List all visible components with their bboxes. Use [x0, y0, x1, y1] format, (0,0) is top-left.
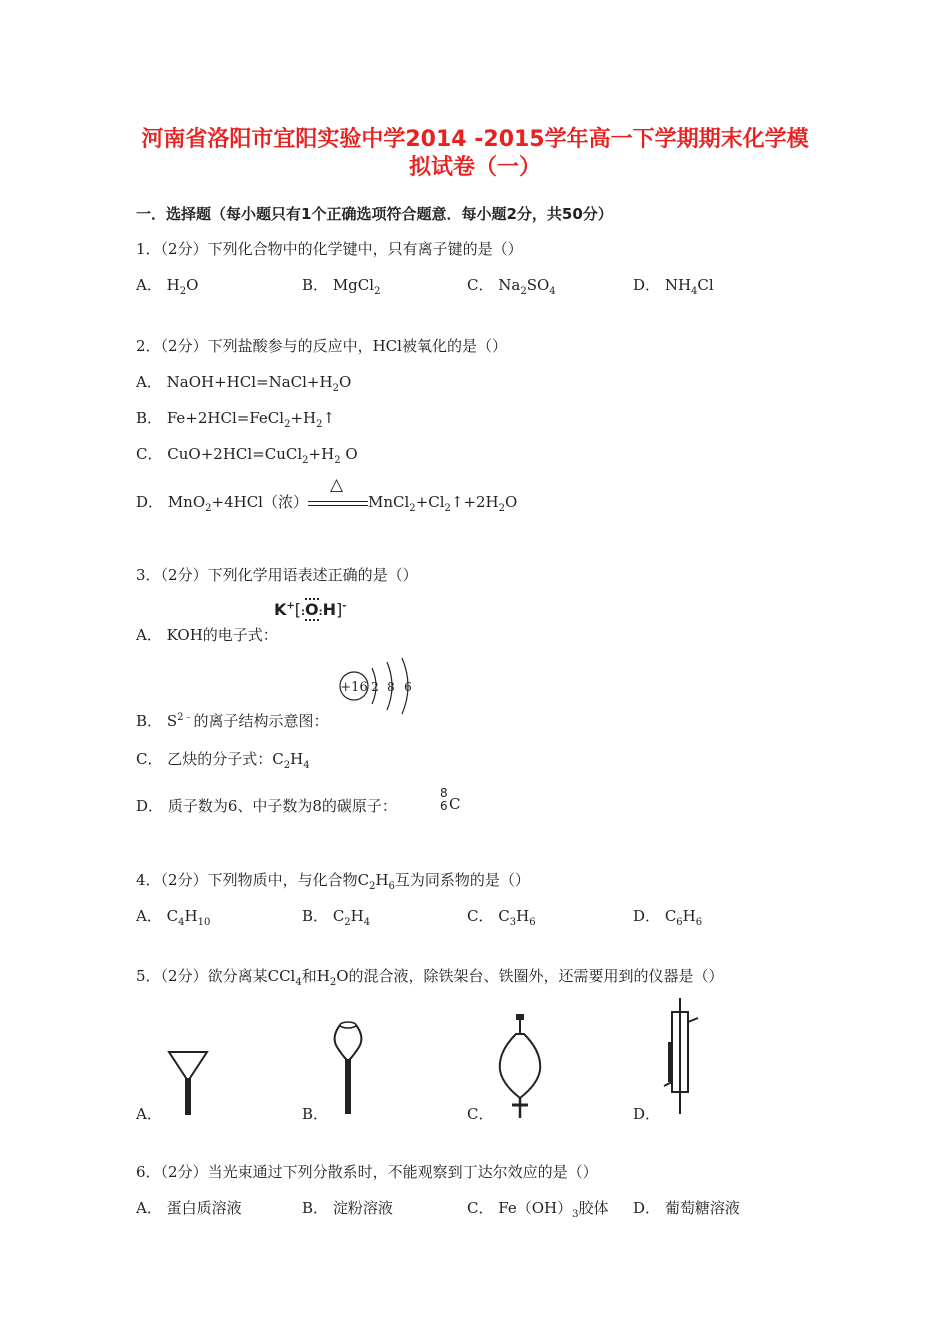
question-2-stem: 2．（2分）下列盐酸参与的反应中，HCl被氧化的是（）	[136, 337, 507, 355]
svg-text:2: 2	[371, 680, 379, 694]
q3-option-a: A． KOH的电子式：	[136, 626, 278, 644]
q5-option-d: D．	[633, 1105, 661, 1123]
condenser-icon	[660, 998, 700, 1116]
question-1-stem: 1．（2分）下列化合物中的化学键中，只有离子键的是（）	[136, 240, 523, 258]
svg-text:8: 8	[387, 680, 395, 694]
page-title-line2: 拟试卷（一）	[408, 155, 541, 180]
q2-option-a: A． $NaOH+HCl=NaCl+H_2O$	[136, 373, 352, 394]
heat-symbol: △	[329, 475, 344, 495]
q6-option-c: C． $Fe(OH)_3$胶体	[467, 1199, 609, 1220]
q2-option-d: D． MnO$_2$+4HCl（浓） △ $MnCl_2+Cl_2↑+2H_2O$	[136, 475, 518, 514]
q6-option-b: B． 淀粉溶液	[302, 1199, 393, 1217]
funnel-icon	[166, 1048, 210, 1118]
q6-option-d: D． 葡萄糖溶液	[633, 1199, 740, 1217]
bulb-funnel-icon	[328, 1015, 368, 1117]
q3-option-d: D． 质子数为6、中子数为8的碳原子：	[136, 797, 397, 815]
q4-option-c: C． $C_3H_6$	[467, 907, 536, 928]
q1-option-b: B． MgCl$_2$	[302, 276, 381, 297]
q1-option-d: D． $NH_4Cl$	[633, 276, 714, 297]
section-heading: 一．选择题（每小题只有1个正确选项符合题意．每小题2分，共50分）	[136, 205, 613, 223]
q6-option-a: A． 蛋白质溶液	[136, 1199, 242, 1217]
separatory-funnel-icon	[494, 1012, 548, 1120]
q3-option-c: C． 乙炔的分子式：$C_2H_4$	[136, 750, 310, 771]
q5-option-b: B．	[302, 1105, 329, 1123]
q4-option-b: B． $C_2H_4$	[302, 907, 371, 928]
q3-option-b: B． $S^{2﹣}$的离子结构示意图：	[136, 712, 329, 730]
carbon-isotope-symbol: C	[449, 795, 461, 813]
question-3-stem: 3．（2分）下列化学用语表述正确的是（）	[136, 566, 418, 584]
question-5-stem: 5．（2分）欲分离某CCl$_4$和$H_2O$的混合液，除铁架台、铁圈外，还需要用到的仪器是（）	[136, 967, 724, 988]
q4-option-a: A． $C_4H_{10}$	[136, 907, 211, 928]
question-4-stem: 4．（2分）下列物质中，与化合物$C_2H_6$互为同系物的是（）	[136, 871, 530, 892]
koh-electron-formula: K+[:O:H]-	[274, 600, 347, 619]
q5-option-c: C．	[467, 1105, 494, 1123]
q1-option-c: C． $Na_2SO_4$	[467, 276, 556, 297]
q4-option-d: D． $C_6H_6$	[633, 907, 703, 928]
svg-text:+16: +16	[340, 680, 368, 695]
page-title-line1: 河南省洛阳市宜阳实验中学2014 -2015学年高一下学期期末化学模	[141, 127, 809, 152]
q1-option-a: A． $H_2O$	[136, 276, 199, 297]
q2-option-b: B． $Fe+2HCl=FeCl_2+H_2↑$	[136, 409, 336, 430]
electron-dots-left: :	[301, 607, 306, 618]
q5-option-a: A．	[136, 1105, 162, 1123]
q2-option-c: C． $CuO+2HCl=CuCl_2+H_2$ O	[136, 445, 358, 466]
sulfur-ion-structure-diagram	[336, 656, 426, 714]
svg-text:6: 6	[404, 680, 412, 694]
reaction-condition-arrow	[308, 475, 368, 511]
question-6-stem: 6．（2分）当光束通过下列分散系时，不能观察到丁达尔效应的是（）	[136, 1163, 598, 1181]
carbon-isotope-notation: 8 6	[440, 786, 448, 813]
